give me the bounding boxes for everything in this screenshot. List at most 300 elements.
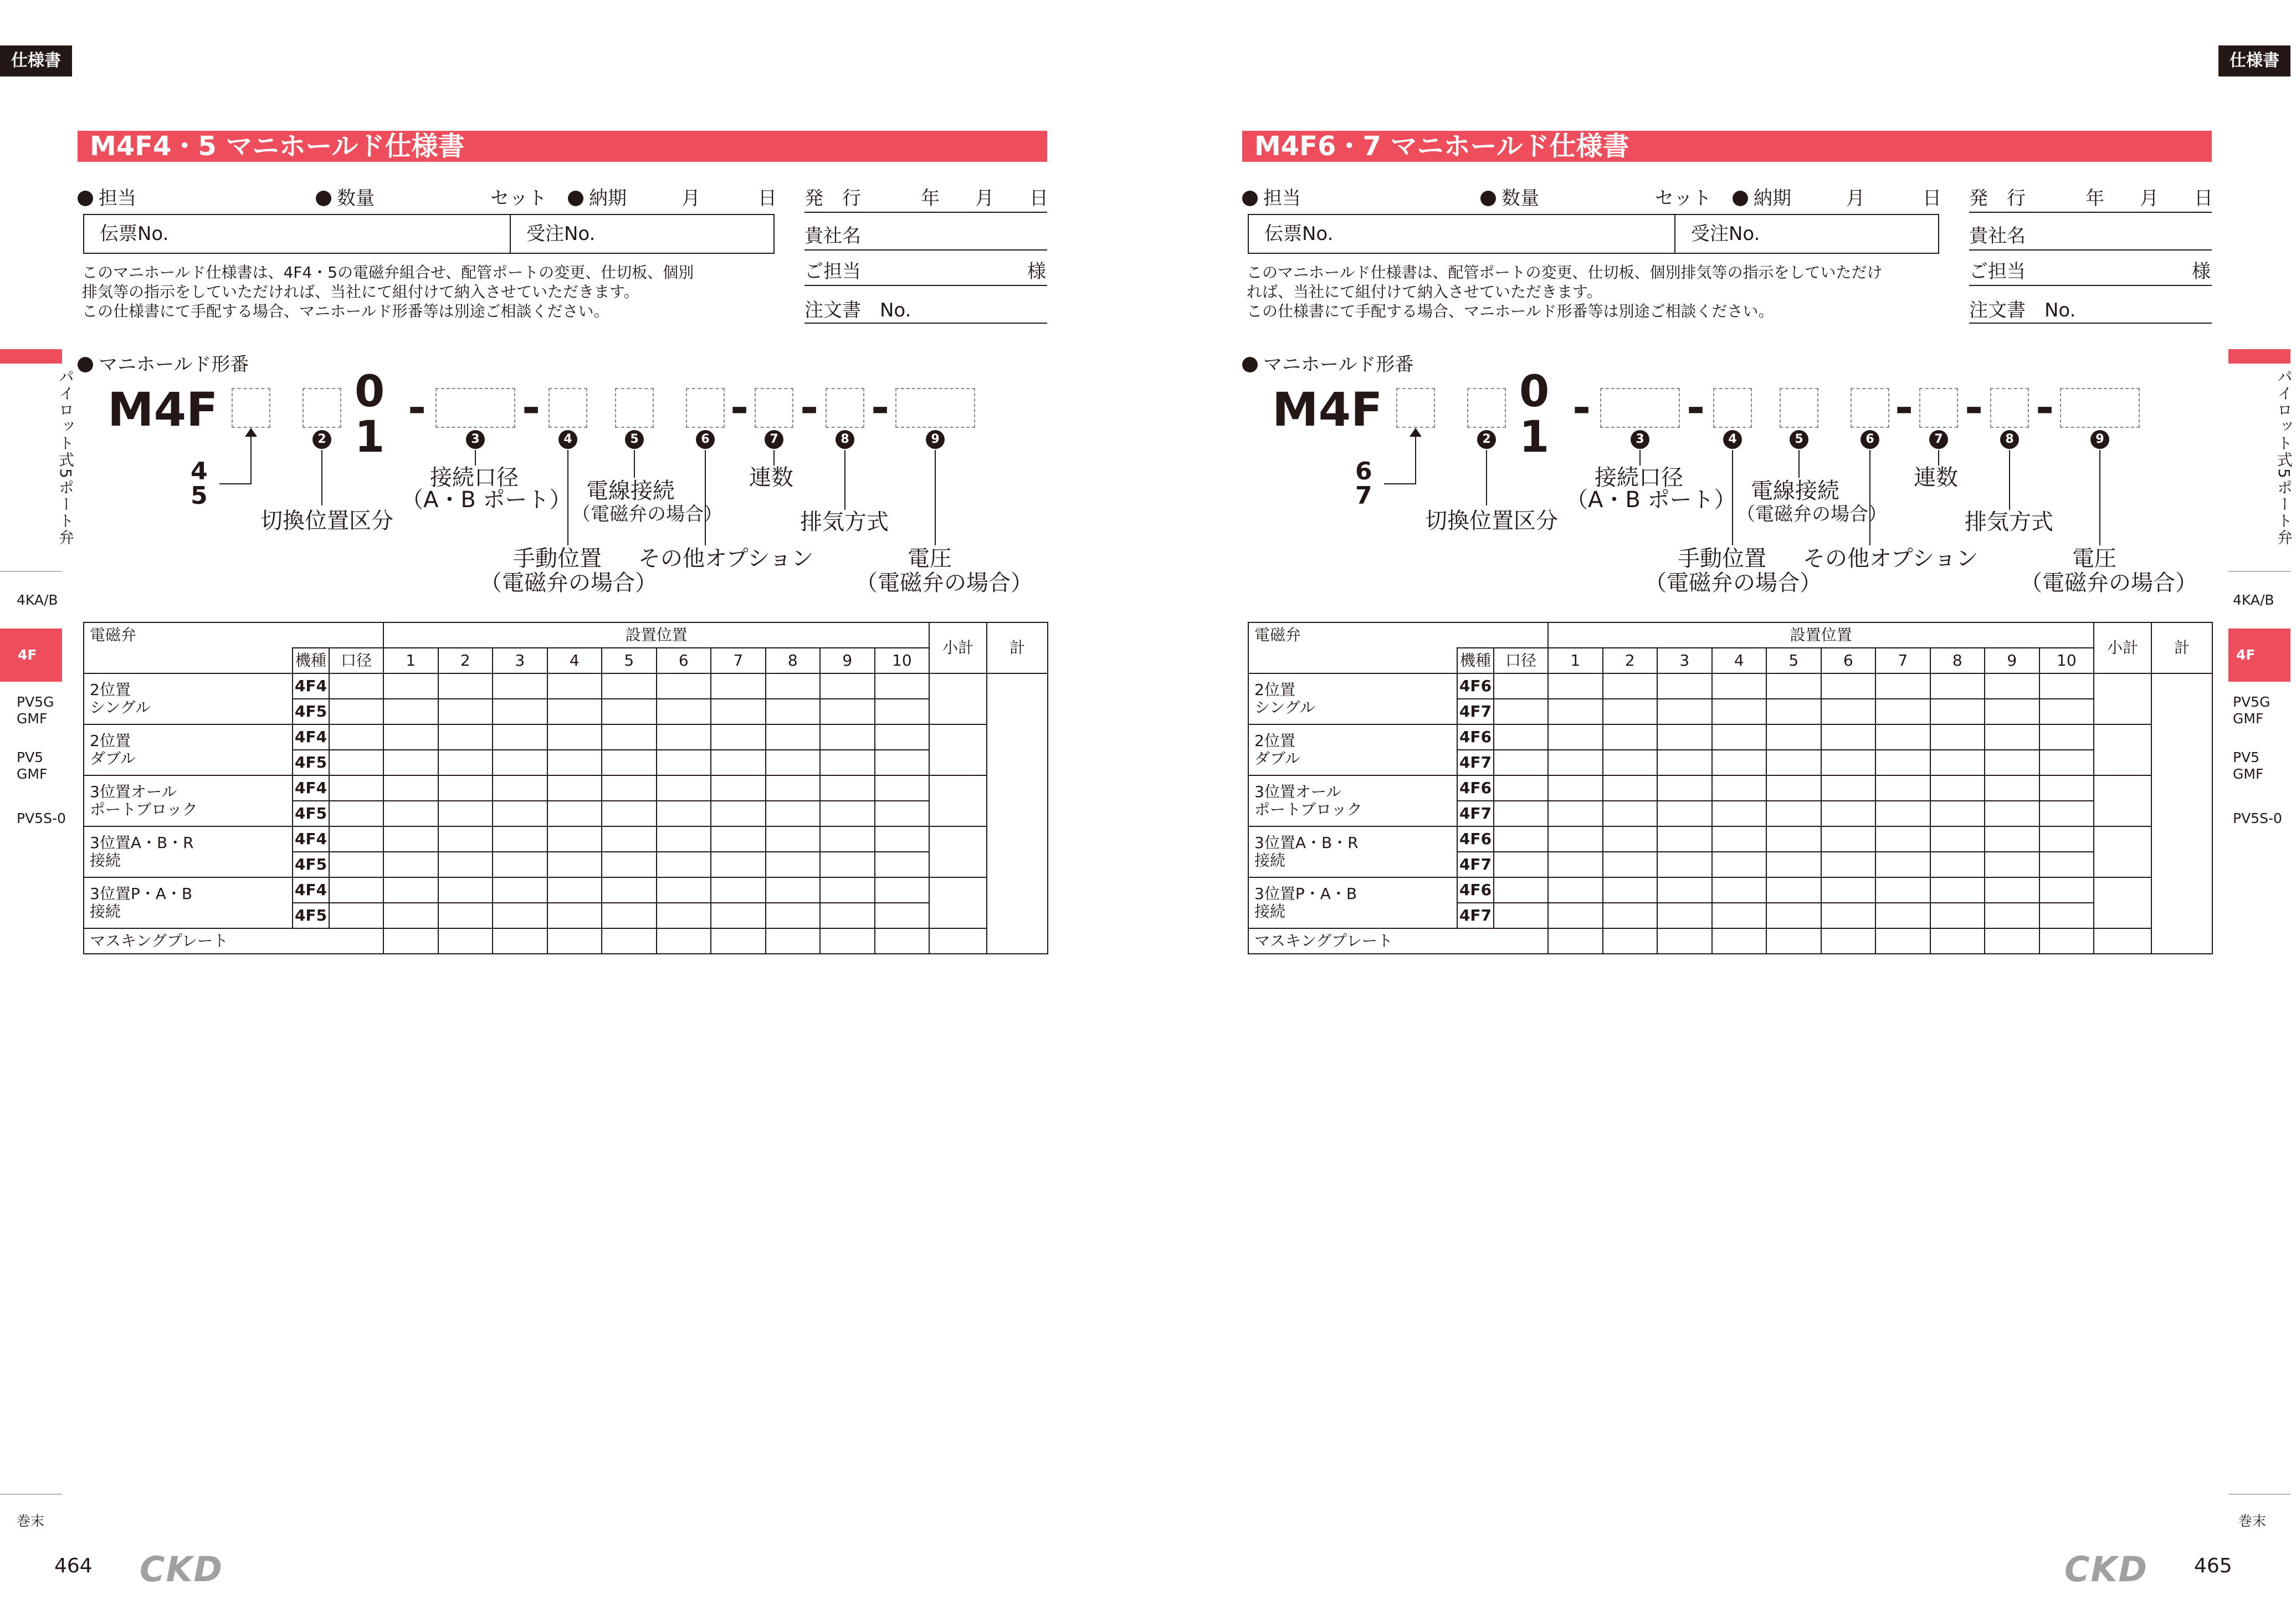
position-cell[interactable]	[1875, 673, 1930, 699]
model-slot-4[interactable]	[549, 388, 587, 428]
position-cell[interactable]	[1875, 724, 1930, 750]
position-cell[interactable]	[766, 877, 821, 903]
model-slot-8[interactable]	[1990, 388, 2029, 428]
position-cell[interactable]	[547, 852, 602, 877]
position-cell[interactable]	[438, 877, 493, 903]
position-cell[interactable]	[1821, 877, 1876, 903]
position-cell[interactable]	[2039, 699, 2094, 724]
position-cell[interactable]	[438, 775, 493, 801]
side-item-4f-active[interactable]: 4F	[2228, 628, 2290, 682]
model-slot-7[interactable]	[1919, 388, 1958, 428]
position-cell[interactable]	[602, 928, 657, 954]
position-cell[interactable]	[875, 699, 930, 724]
position-cell[interactable]	[438, 724, 493, 750]
position-cell[interactable]	[2039, 877, 2094, 903]
position-cell[interactable]	[438, 928, 493, 954]
position-cell[interactable]	[766, 724, 821, 750]
position-cell[interactable]	[875, 724, 930, 750]
position-cell[interactable]	[1548, 877, 1603, 903]
position-cell[interactable]	[2039, 928, 2094, 954]
position-cell[interactable]	[657, 928, 711, 954]
position-cell[interactable]	[602, 673, 657, 699]
position-cell[interactable]	[711, 928, 766, 954]
position-cell[interactable]	[875, 852, 930, 877]
position-cell[interactable]	[1657, 673, 1712, 699]
position-cell[interactable]	[493, 699, 547, 724]
bore-cell[interactable]	[1494, 826, 1548, 852]
position-cell[interactable]	[820, 801, 875, 826]
subtotal-cell[interactable]	[929, 673, 987, 724]
model-slot-3[interactable]	[1600, 388, 1680, 428]
bore-cell[interactable]	[329, 801, 383, 826]
side-item-pv5g[interactable]: PV5G GMF	[17, 694, 54, 727]
position-cell[interactable]	[766, 750, 821, 775]
position-cell[interactable]	[711, 775, 766, 801]
position-cell[interactable]	[1821, 826, 1876, 852]
model-slot-9[interactable]	[895, 388, 975, 428]
position-cell[interactable]	[875, 877, 930, 903]
position-cell[interactable]	[438, 826, 493, 852]
model-slot-8[interactable]	[826, 388, 864, 428]
model-slot-7[interactable]	[755, 388, 793, 428]
position-cell[interactable]	[1657, 877, 1712, 903]
position-cell[interactable]	[1712, 852, 1767, 877]
position-cell[interactable]	[383, 724, 438, 750]
position-cell[interactable]	[1930, 775, 1985, 801]
position-cell[interactable]	[438, 903, 493, 928]
order-number-label[interactable]: 受注No.	[1691, 223, 1760, 245]
position-cell[interactable]	[2039, 724, 2094, 750]
bore-cell[interactable]	[1494, 801, 1548, 826]
position-cell[interactable]	[438, 750, 493, 775]
position-cell[interactable]	[1766, 903, 1821, 928]
position-cell[interactable]	[547, 750, 602, 775]
position-cell[interactable]	[1548, 699, 1603, 724]
position-cell[interactable]	[820, 903, 875, 928]
position-cell[interactable]	[1930, 699, 1985, 724]
position-cell[interactable]	[1875, 903, 1930, 928]
position-cell[interactable]	[547, 801, 602, 826]
position-cell[interactable]	[766, 801, 821, 826]
model-slot-9[interactable]	[2060, 388, 2140, 428]
position-cell[interactable]	[602, 903, 657, 928]
position-cell[interactable]	[1821, 852, 1876, 877]
position-cell[interactable]	[1985, 852, 2039, 877]
position-cell[interactable]	[1985, 801, 2039, 826]
position-cell[interactable]	[657, 699, 711, 724]
option-1: 1	[1519, 412, 1550, 462]
position-cell[interactable]	[1985, 928, 2039, 954]
position-cell[interactable]	[1875, 699, 1930, 724]
position-cell[interactable]	[1548, 801, 1603, 826]
model-slot-5[interactable]	[615, 388, 654, 428]
model-cell: 4F7	[1457, 699, 1494, 724]
subtotal-cell[interactable]	[2094, 826, 2151, 877]
position-cell[interactable]	[1985, 699, 2039, 724]
position-cell[interactable]	[1930, 903, 1985, 928]
slip-number-label[interactable]: 伝票No.	[1264, 223, 1334, 245]
position-cell[interactable]	[1548, 826, 1603, 852]
position-cell[interactable]	[1657, 775, 1712, 801]
position-cell[interactable]	[1821, 750, 1876, 775]
position-cell[interactable]	[1985, 775, 2039, 801]
position-cell[interactable]	[383, 673, 438, 699]
position-cell[interactable]	[1603, 852, 1658, 877]
position-cell[interactable]	[383, 877, 438, 903]
bore-cell[interactable]	[329, 826, 383, 852]
position-cell[interactable]	[1657, 801, 1712, 826]
position-cell[interactable]	[1548, 724, 1603, 750]
total-cell[interactable]	[987, 673, 1048, 954]
position-cell[interactable]	[657, 852, 711, 877]
position-cell[interactable]	[711, 801, 766, 826]
position-cell[interactable]	[820, 724, 875, 750]
bore-cell[interactable]	[329, 903, 383, 928]
valve-header: 電磁弁	[84, 622, 383, 648]
position-cell[interactable]	[1603, 673, 1658, 699]
position-cell[interactable]	[711, 673, 766, 699]
position-cell[interactable]	[438, 699, 493, 724]
position-cell[interactable]	[711, 852, 766, 877]
position-cell[interactable]	[547, 928, 602, 954]
position-cell[interactable]	[657, 903, 711, 928]
position-cell[interactable]	[1930, 801, 1985, 826]
position-cell[interactable]	[438, 673, 493, 699]
position-cell[interactable]	[547, 877, 602, 903]
position-cell[interactable]	[1930, 673, 1985, 699]
position-cell[interactable]	[1821, 928, 1876, 954]
position-cell[interactable]	[1712, 673, 1767, 699]
position-cell[interactable]	[1766, 724, 1821, 750]
bore-cell[interactable]	[1494, 724, 1548, 750]
position-cell[interactable]	[657, 826, 711, 852]
position-cell[interactable]	[820, 673, 875, 699]
position-cell[interactable]	[1548, 852, 1603, 877]
position-cell[interactable]	[1821, 775, 1876, 801]
position-cell[interactable]	[1821, 673, 1876, 699]
position-cell[interactable]	[602, 877, 657, 903]
position-cell[interactable]	[1985, 724, 2039, 750]
position-cell[interactable]	[1657, 750, 1712, 775]
position-cell[interactable]	[766, 699, 821, 724]
position-cell[interactable]	[875, 801, 930, 826]
position-cell[interactable]	[1930, 928, 1985, 954]
position-cell[interactable]	[1657, 903, 1712, 928]
position-cell[interactable]	[602, 775, 657, 801]
position-cell[interactable]	[1712, 699, 1767, 724]
position-cell[interactable]	[711, 699, 766, 724]
position-cell[interactable]	[383, 826, 438, 852]
position-cell[interactable]	[1712, 775, 1767, 801]
position-cell[interactable]	[1875, 852, 1930, 877]
slip-number-label[interactable]: 伝票No.	[100, 223, 169, 245]
position-cell[interactable]	[657, 750, 711, 775]
side-item-pv5[interactable]: PV5 GMF	[2233, 749, 2264, 782]
position-cell[interactable]	[383, 928, 438, 954]
side-item-end[interactable]: 巻末	[2238, 1513, 2267, 1529]
position-cell[interactable]	[493, 673, 547, 699]
position-cell[interactable]	[1766, 928, 1821, 954]
order-doc-label[interactable]: 注文書 No.	[804, 299, 911, 321]
position-cell[interactable]	[657, 775, 711, 801]
subtotal-cell[interactable]	[2094, 724, 2151, 775]
position-cell[interactable]	[2039, 801, 2094, 826]
bore-cell[interactable]	[1494, 673, 1548, 699]
position-cell[interactable]	[383, 775, 438, 801]
position-cell[interactable]	[1821, 903, 1876, 928]
position-cell[interactable]	[875, 928, 930, 954]
position-cell[interactable]	[1875, 801, 1930, 826]
position-cell[interactable]	[383, 750, 438, 775]
position-cell[interactable]	[1548, 775, 1603, 801]
position-cell[interactable]	[875, 673, 930, 699]
position-cell[interactable]	[493, 750, 547, 775]
position-cell[interactable]	[602, 750, 657, 775]
position-cell[interactable]	[1766, 673, 1821, 699]
position-cell[interactable]	[1712, 826, 1767, 852]
bore-cell[interactable]	[329, 699, 383, 724]
position-cell[interactable]	[1603, 877, 1658, 903]
position-cell[interactable]	[1657, 826, 1712, 852]
bore-cell[interactable]	[329, 852, 383, 877]
position-cell[interactable]	[1985, 877, 2039, 903]
position-cell[interactable]	[2039, 826, 2094, 852]
company-label[interactable]: 貴社名	[804, 225, 861, 247]
position-cell[interactable]	[1657, 699, 1712, 724]
position-cell[interactable]	[820, 852, 875, 877]
position-cell[interactable]	[1766, 775, 1821, 801]
subtotal-cell[interactable]	[2094, 928, 2151, 954]
position-cell[interactable]	[1603, 699, 1658, 724]
bore-cell[interactable]	[1494, 903, 1548, 928]
position-cell[interactable]	[711, 750, 766, 775]
position-cell[interactable]	[1985, 826, 2039, 852]
subtotal-cell[interactable]	[2094, 775, 2151, 826]
position-cell[interactable]	[1985, 673, 2039, 699]
position-cell[interactable]	[1985, 903, 2039, 928]
position-cell[interactable]	[602, 801, 657, 826]
position-cell[interactable]	[711, 903, 766, 928]
position-cell[interactable]	[875, 775, 930, 801]
position-cell[interactable]	[2039, 852, 2094, 877]
position-cell[interactable]	[1657, 852, 1712, 877]
position-cell[interactable]	[1766, 826, 1821, 852]
position-cell[interactable]	[820, 699, 875, 724]
position-cell[interactable]	[493, 724, 547, 750]
position-cell[interactable]	[766, 852, 821, 877]
order-number-label[interactable]: 受注No.	[526, 223, 596, 245]
side-item-pv5[interactable]: PV5 GMF	[17, 749, 48, 782]
position-cell[interactable]	[820, 775, 875, 801]
position-cell[interactable]	[1930, 826, 1985, 852]
subtotal-cell[interactable]	[929, 928, 987, 954]
position-cell[interactable]	[820, 877, 875, 903]
position-cell[interactable]	[1766, 852, 1821, 877]
position-cell[interactable]	[547, 775, 602, 801]
position-cell[interactable]	[493, 775, 547, 801]
position-cell[interactable]	[1603, 801, 1658, 826]
leader-line	[1798, 450, 1800, 478]
position-cell[interactable]	[1875, 928, 1930, 954]
model-slot-2[interactable]	[303, 388, 341, 428]
position-cell[interactable]	[657, 877, 711, 903]
side-item-pv5g[interactable]: PV5G GMF	[2233, 694, 2271, 727]
model-slot-1[interactable]	[232, 388, 270, 428]
side-item-pv5s[interactable]: PV5S-0	[17, 810, 66, 826]
bore-cell[interactable]	[1494, 699, 1548, 724]
position-cell[interactable]	[1603, 826, 1658, 852]
position-cell[interactable]	[1603, 724, 1658, 750]
model-slot-6[interactable]	[1851, 388, 1889, 428]
position-cell[interactable]	[820, 750, 875, 775]
subtotal-cell[interactable]	[2094, 877, 2151, 928]
position-cell[interactable]	[493, 877, 547, 903]
position-cell[interactable]	[1657, 928, 1712, 954]
position-cell[interactable]	[547, 699, 602, 724]
position-cell[interactable]	[1766, 750, 1821, 775]
position-cell[interactable]	[1766, 699, 1821, 724]
position-cell[interactable]	[383, 903, 438, 928]
position-cell[interactable]	[1548, 750, 1603, 775]
position-cell[interactable]	[547, 903, 602, 928]
position-cell[interactable]	[1548, 928, 1603, 954]
side-item-pv5s[interactable]: PV5S-0	[2233, 810, 2282, 826]
position-cell[interactable]	[1766, 877, 1821, 903]
position-cell[interactable]	[2039, 673, 2094, 699]
quantity-label	[316, 187, 375, 209]
bore-cell[interactable]	[329, 673, 383, 699]
position-cell[interactable]	[1930, 724, 1985, 750]
model-slot-4[interactable]	[1713, 388, 1752, 428]
position-cell[interactable]	[1821, 699, 1876, 724]
side-item-4kab[interactable]: 4KA/B	[17, 592, 58, 608]
position-cell[interactable]	[493, 852, 547, 877]
position-cell[interactable]	[657, 673, 711, 699]
order-doc-label[interactable]: 注文書 No.	[1969, 299, 2076, 321]
position-cell[interactable]	[1930, 877, 1985, 903]
bore-cell[interactable]	[1494, 852, 1548, 877]
position-cell[interactable]	[875, 903, 930, 928]
position-cell[interactable]	[1875, 826, 1930, 852]
bore-cell[interactable]	[1494, 775, 1548, 801]
position-cell[interactable]	[493, 928, 547, 954]
position-cell[interactable]	[1930, 852, 1985, 877]
position-cell[interactable]	[493, 826, 547, 852]
bore-cell[interactable]	[329, 750, 383, 775]
position-cell[interactable]	[438, 801, 493, 826]
position-cell[interactable]	[1712, 801, 1767, 826]
position-cell[interactable]	[383, 699, 438, 724]
position-cell[interactable]	[820, 928, 875, 954]
side-item-4f-active[interactable]: 4F	[0, 628, 62, 682]
position-cell[interactable]	[1875, 750, 1930, 775]
position-cell[interactable]	[1985, 750, 2039, 775]
position-cell[interactable]	[1548, 673, 1603, 699]
position-cell[interactable]	[1712, 724, 1767, 750]
position-cell[interactable]	[657, 801, 711, 826]
side-item-4kab[interactable]: 4KA/B	[2233, 592, 2274, 608]
position-cell[interactable]	[1712, 903, 1767, 928]
position-cell[interactable]	[820, 826, 875, 852]
model-slot-3[interactable]	[435, 388, 515, 428]
position-cell[interactable]	[602, 699, 657, 724]
position-cell[interactable]	[602, 724, 657, 750]
position-cell[interactable]	[1548, 903, 1603, 928]
position-cell[interactable]	[711, 826, 766, 852]
position-cell[interactable]	[1821, 724, 1876, 750]
contact-label[interactable]: ご担当	[804, 260, 861, 283]
position-cell[interactable]	[1603, 775, 1658, 801]
position-cell[interactable]	[1712, 928, 1767, 954]
position-cell[interactable]	[657, 724, 711, 750]
position-cell[interactable]	[1712, 877, 1767, 903]
subtotal-cell[interactable]	[929, 826, 987, 877]
position-cell[interactable]	[1657, 724, 1712, 750]
position-cell[interactable]	[711, 724, 766, 750]
subtotal-cell[interactable]	[929, 724, 987, 775]
model-slot-2[interactable]	[1467, 388, 1506, 428]
model-slot-1[interactable]	[1396, 388, 1435, 428]
position-cell[interactable]	[766, 928, 821, 954]
position-cell[interactable]	[766, 673, 821, 699]
position-cell[interactable]	[1930, 750, 1985, 775]
position-cell[interactable]	[1766, 801, 1821, 826]
bore-cell[interactable]	[329, 877, 383, 903]
position-cell[interactable]	[493, 903, 547, 928]
position-cell[interactable]	[602, 852, 657, 877]
contact-label[interactable]: ご担当	[1969, 260, 2026, 283]
position-cell[interactable]	[2039, 750, 2094, 775]
position-cell[interactable]	[1603, 903, 1658, 928]
position-cell[interactable]	[383, 852, 438, 877]
position-cell[interactable]	[1603, 750, 1658, 775]
subtotal-cell[interactable]	[929, 775, 987, 826]
subtotal-cell[interactable]	[2094, 673, 2151, 724]
position-cell[interactable]	[493, 801, 547, 826]
position-cell[interactable]	[547, 826, 602, 852]
position-cell[interactable]	[766, 775, 821, 801]
position-cell[interactable]	[766, 826, 821, 852]
position-cell[interactable]	[875, 750, 930, 775]
position-cell[interactable]	[547, 724, 602, 750]
position-cell[interactable]	[1875, 775, 1930, 801]
position-cell[interactable]	[1821, 801, 1876, 826]
position-cell[interactable]	[766, 903, 821, 928]
total-cell[interactable]	[2151, 673, 2212, 954]
position-cell[interactable]	[1875, 877, 1930, 903]
side-item-end[interactable]: 巻末	[17, 1513, 45, 1529]
position-cell[interactable]	[711, 877, 766, 903]
position-cell[interactable]	[438, 852, 493, 877]
bore-cell[interactable]	[1494, 877, 1548, 903]
model-slot-5[interactable]	[1780, 388, 1818, 428]
position-cell[interactable]	[1712, 750, 1767, 775]
position-cell[interactable]	[602, 826, 657, 852]
position-cell[interactable]	[1603, 928, 1658, 954]
bore-cell[interactable]	[1494, 750, 1548, 775]
position-cell[interactable]	[2039, 775, 2094, 801]
subtotal-cell[interactable]	[929, 877, 987, 928]
position-cell[interactable]	[2039, 903, 2094, 928]
subtotal-header: 小計	[929, 622, 987, 673]
company-label[interactable]: 貴社名	[1969, 225, 2026, 247]
bore-cell[interactable]	[329, 775, 383, 801]
position-cell[interactable]	[383, 801, 438, 826]
position-cell[interactable]	[875, 826, 930, 852]
model-slot-6[interactable]	[686, 388, 725, 428]
position-cell[interactable]	[547, 673, 602, 699]
bore-cell[interactable]	[329, 724, 383, 750]
